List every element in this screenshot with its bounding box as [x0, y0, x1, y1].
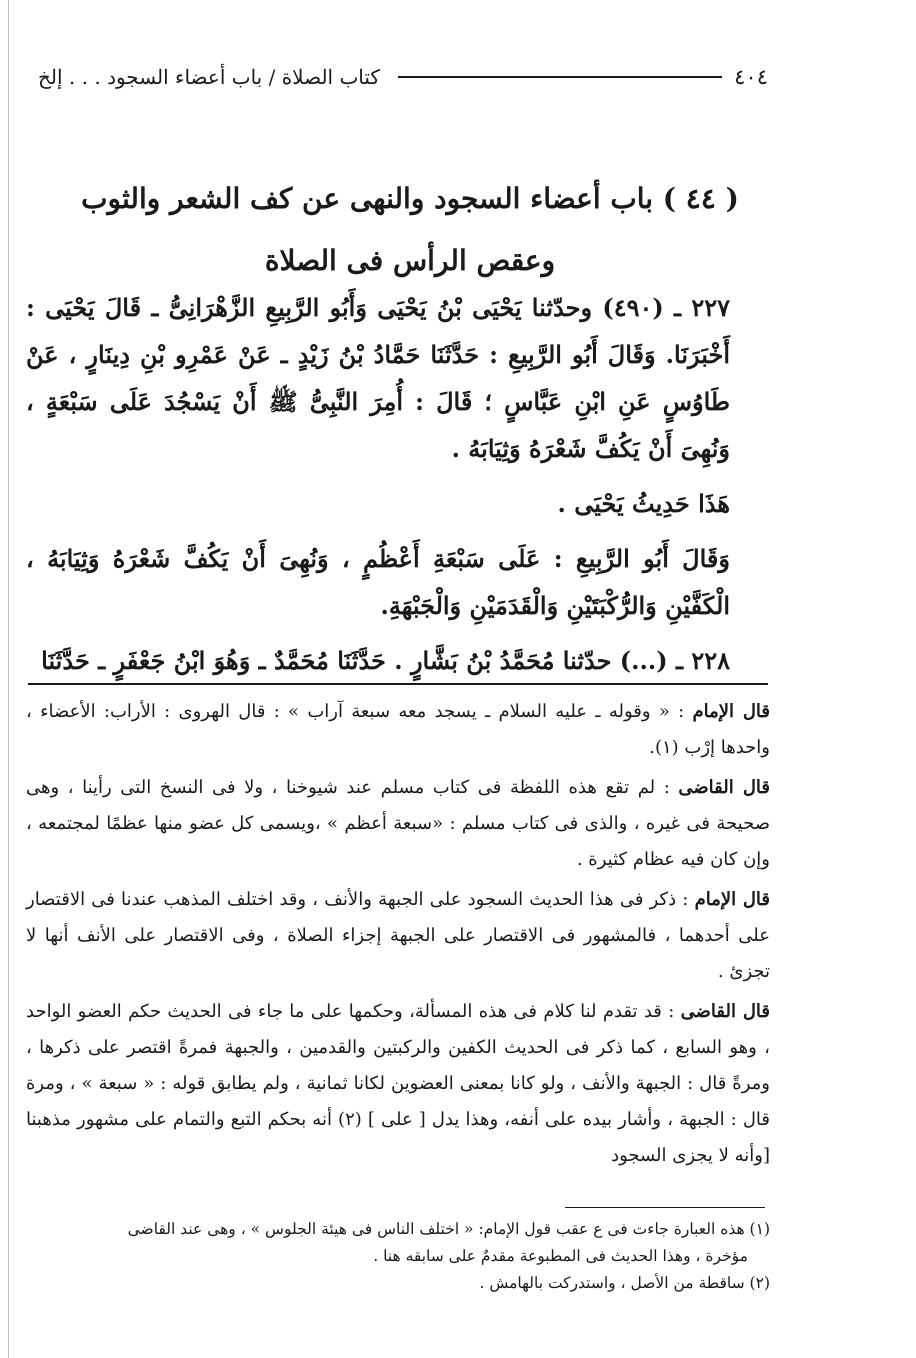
header-rule	[398, 76, 722, 78]
commentary-paragraph	[26, 882, 770, 990]
footnote-1: (١) هذه العبارة جاءت فى ع عقب قول الإمام: « اختلف الناس فى هيئة الجلوس » ، وهى عند القاضى	[127, 1220, 770, 1238]
footnote-rule	[565, 1207, 765, 1208]
commentary-text: : قد تقدم لنا كلام فى هذه المسألة، وحكمها على ما جاء فى الحديث حكم العضو الواحد ، وهو السابع ، كما ذكر فى الحديث الكفين والركبتين والقدمين ، والجبهة فمرةً اقتصر على ذكرها ، ومرةً قال : الجبهة والأنف ، ولو كانا بمعنى العضوين لكانا ثمانية ، ولم يطابق قوله : « سبعة » ، ومرة قال : الجبهة ، وأشار بيده على أنفه، وهذا يدل [ على ] (٢) أنه بحكم التبع والتمام على مشهور مذهبنا [وأنه لا يجزى السجود	[26, 1001, 770, 1166]
footnote-1-continued: مؤخرة ، وهذا الحديث فى المطبوعة مقدمٌ على سابقه هنا .	[373, 1247, 748, 1265]
page-number: ٤٠٤	[734, 65, 768, 89]
commentary-paragraph	[26, 994, 770, 1174]
footnotes	[26, 1216, 770, 1297]
hadith-text	[26, 284, 770, 692]
margin-rule	[8, 0, 9, 1358]
commentary-text: : « وقوله ـ عليه السلام ـ يسجد معه سبعة آراب » : قال الهروى : الأراب: الأعضاء ، واحدها إرْب (١).	[26, 701, 770, 758]
hadith-abu-rabi-variant: وَقَالَ أَبُو الرَّبِيعِ : عَلَى سَبْعَةِ أَعْظُمٍ ، وَنُهِىَ أَنْ يَكُفَّ شَعْرَهُ وَثِيَابَهُ ، الْكَفَّيْنِ وَالرُّكْبَتَيْنِ وَالْقَدَمَيْنِ وَالْجَبْهَةِ.	[26, 544, 730, 620]
commentary-speaker: قال القاضى	[680, 1001, 771, 1022]
commentary-text: : لم تقع هذه اللفظة فى كتاب مسلم عند شيوخنا ، ولا فى النسخ التى رأينا ، وهى صحيحة فى غيره ، والذى فى كتاب مسلم : «سبعة أعظم » ،ويسمى كل عضو منها عظمًا لمجتمعه ، وإن كان فيه عظام كثيرة .	[26, 777, 770, 870]
commentary-speaker: قال القاضى	[678, 777, 770, 798]
footnote-2: (٢) ساقطة من الأصل ، واستدركت بالهامش .	[479, 1274, 770, 1292]
commentary-speaker: قال الإمام	[692, 701, 770, 722]
chapter-heading-line-1: ( ٤٤ ) باب أعضاء السجود والنهى عن كف الشعر والثوب	[81, 182, 739, 215]
chapter-heading	[60, 168, 760, 292]
section-divider	[28, 683, 768, 685]
hadith-note-yahya: هَذَا حَدِيثُ يَحْيَى .	[557, 489, 730, 518]
hadith-228: ٢٢٨ ـ (...) حدّثنا مُحَمَّدُ بْنُ بَشَّارٍ . حَدَّثَنَا مُحَمَّدٌ ـ وَهُوَ ابْنُ جَعْفَرٍ ـ حَدَّثَنَا	[41, 646, 730, 675]
commentary-speaker: قال الإمام	[694, 889, 770, 910]
commentary-paragraph	[26, 770, 770, 878]
commentary-text: : ذكر فى هذا الحديث السجود على الجبهة والأنف ، وقد اختلف المذهب عندنا فى الاقتصار على أحدهما ، فالمشهور فى الاقتصار على الجبهة إجزاء الصلاة ، وفى الاقتصار على الأنف أنها لا تجزئ .	[26, 889, 770, 982]
commentary	[26, 694, 770, 1178]
running-title: كتاب الصلاة / باب أعضاء السجود . . . إلخ	[38, 65, 380, 89]
running-header	[38, 60, 768, 94]
commentary-paragraph	[26, 694, 770, 766]
hadith-227: ٢٢٧ ـ (٤٩٠) وحدّثنا يَحْيَى بْنُ يَحْيَى وَأَبُو الرَّبِيعِ الزَّهْرَانِىُّ ـ قَالَ يَحْيَى : أَخْبَرَنَا. وَقَالَ أَبُو الرَّبِيعِ : حَدَّثَنَا حَمَّادُ بْنُ زَيْدٍ ـ عَنْ عَمْرِو بْنِ دِينَارٍ ، عَنْ طَاوُسٍ عَنِ ابْنِ عَبَّاسٍ ؛ قَالَ : أُمِرَ النَّبِىُّ ﷺ أَنْ يَسْجُدَ عَلَى سَبْعَةٍ ، وَنُهِىَ أَنْ يَكُفَّ شَعْرَهُ وَثِيَابَهُ .	[26, 293, 730, 463]
chapter-heading-line-2: وعقص الرأس فى الصلاة	[264, 244, 556, 277]
